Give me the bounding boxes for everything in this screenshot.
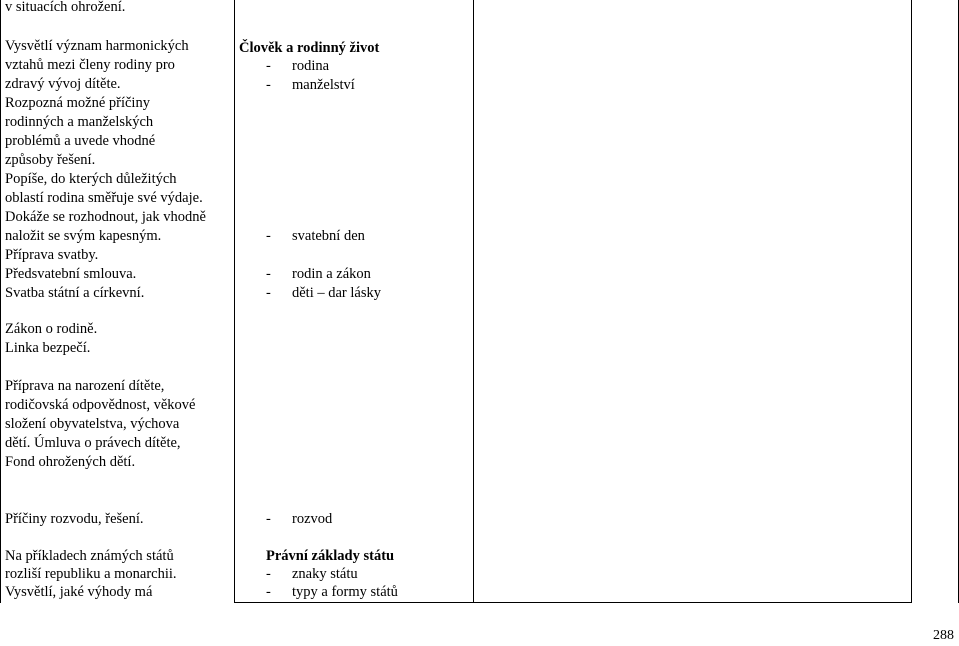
topic-item: typy a formy států	[292, 584, 398, 600]
text-line: dětí. Úmluva o právech dítěte,	[5, 435, 181, 451]
list-dash: -	[266, 58, 271, 74]
topic-item: děti – dar lásky	[292, 285, 381, 301]
topic-item: rodina	[292, 58, 330, 74]
list-dash: -	[266, 285, 271, 301]
text-line: Popíše, do kterých důležitých	[5, 171, 177, 187]
text-line: zdravý vývoj dítěte.	[5, 76, 121, 92]
table-border-between-columns	[473, 0, 474, 603]
text-line: naložit se svým kapesným.	[5, 228, 162, 244]
text-line: Linka bezpečí.	[5, 340, 91, 356]
text-line: způsoby řešení.	[5, 152, 96, 168]
text-line: Na příkladech známých států	[5, 548, 174, 564]
list-dash: -	[266, 584, 271, 600]
text-line: složení obyvatelstva, výchova	[5, 416, 180, 432]
text-line: rozliší republiku a monarchii.	[5, 566, 177, 582]
topic-item: rozvod	[292, 511, 333, 527]
list-dash: -	[266, 566, 271, 582]
table-border-right	[911, 0, 912, 603]
list-dash: -	[266, 228, 271, 244]
text-line: Zákon o rodině.	[5, 321, 98, 337]
text-line: Dokáže se rozhodnout, jak vhodně	[5, 209, 206, 225]
text-line: Svatba státní a církevní.	[5, 285, 145, 301]
list-dash: -	[266, 511, 271, 527]
table-border-middle-column	[234, 0, 235, 603]
list-dash: -	[266, 266, 271, 282]
topic-item: rodin a zákon	[292, 266, 371, 282]
text-line: Příprava svatby.	[5, 247, 99, 263]
text-line: v situacích ohrožení.	[5, 0, 126, 15]
topic-heading: Právní základy státu	[266, 548, 395, 564]
text-line: Vysvětlí význam harmonických	[5, 38, 189, 54]
topic-item: znaky státu	[292, 566, 358, 582]
text-line: Rozpozná možné příčiny	[5, 95, 150, 111]
list-dash: -	[266, 77, 271, 93]
topic-heading: Člověk a rodinný život	[239, 40, 380, 56]
topic-item: manželství	[292, 77, 355, 93]
text-line: Příprava na narození dítěte,	[5, 378, 165, 394]
table-border-bottom	[234, 602, 912, 603]
text-line: Předsvatební smlouva.	[5, 266, 137, 282]
text-line: Vysvětlí, jaké výhody má	[5, 584, 153, 600]
table-border-left-column	[0, 0, 1, 603]
topic-item: svatební den	[292, 228, 365, 244]
text-line: vztahů mezi členy rodiny pro	[5, 57, 175, 73]
text-line: problémů a uvede vhodné	[5, 133, 156, 149]
text-line: oblastí rodina směřuje své výdaje.	[5, 190, 203, 206]
text-line: rodinných a manželských	[5, 114, 154, 130]
page-number: 288	[933, 628, 954, 643]
text-line: rodičovská odpovědnost, věkové	[5, 397, 196, 413]
text-line: Příčiny rozvodu, řešení.	[5, 511, 144, 527]
text-line: Fond ohrožených dětí.	[5, 454, 136, 470]
